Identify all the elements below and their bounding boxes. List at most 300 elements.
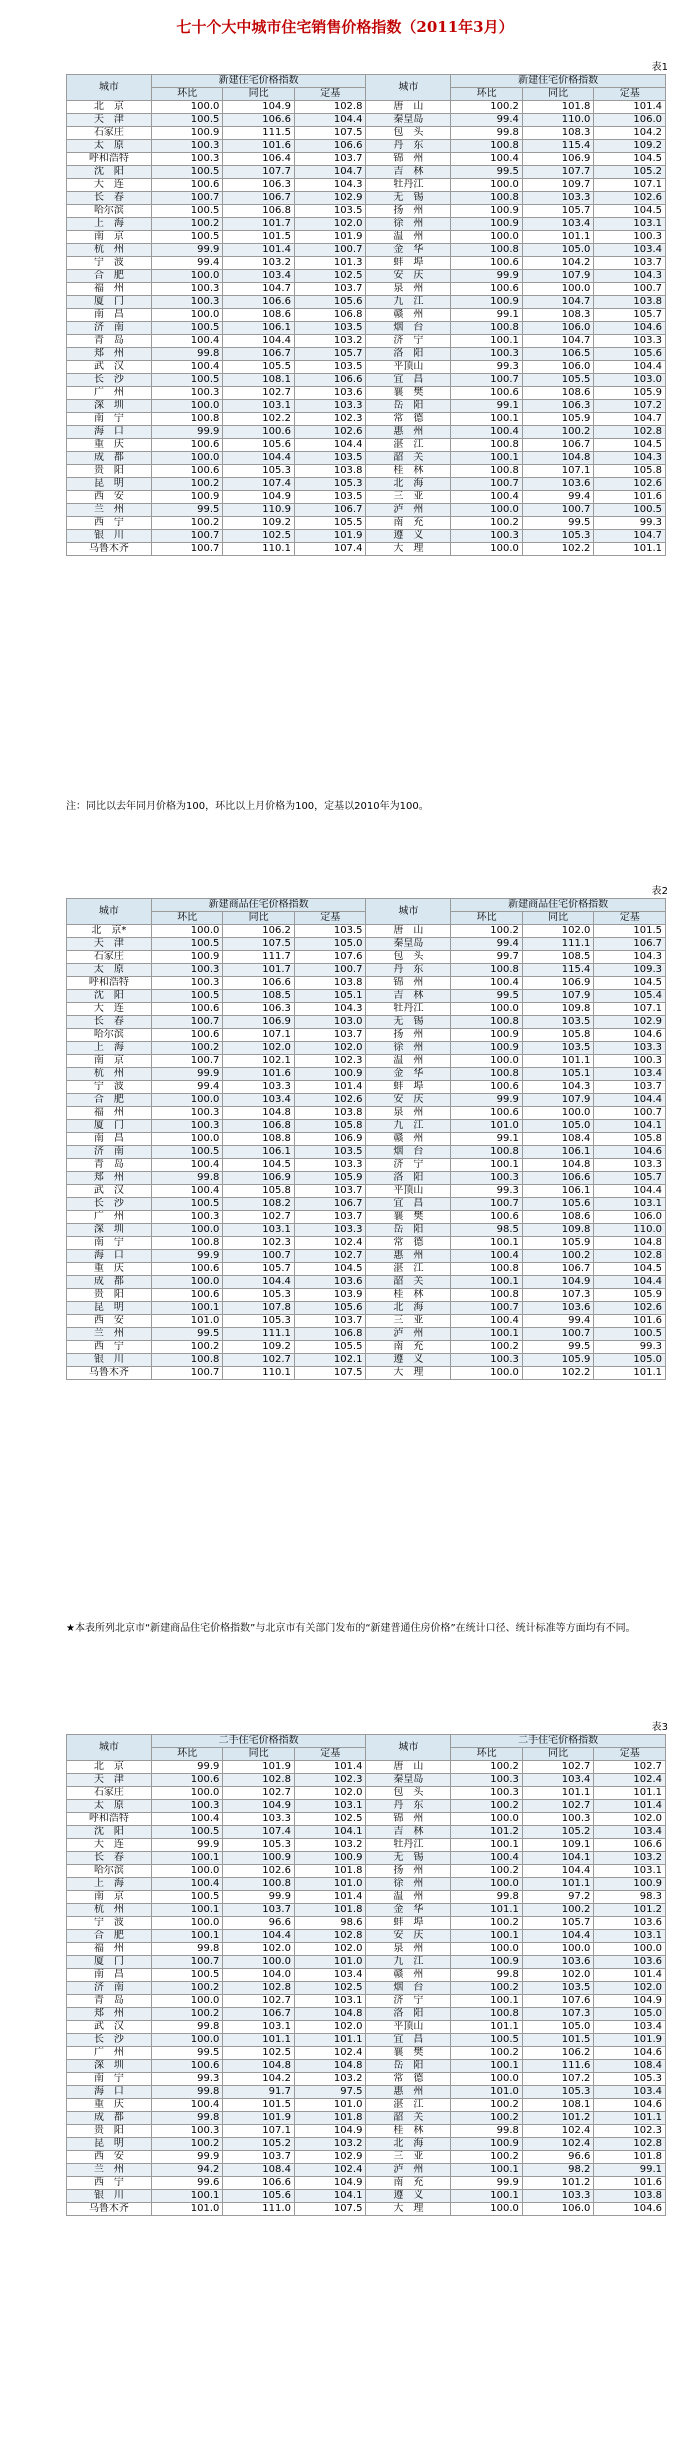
index-value: 100.2 bbox=[151, 1341, 223, 1354]
index-value: 100.2 bbox=[451, 2047, 523, 2060]
index-value: 104.6 bbox=[594, 2047, 666, 2060]
index-value: 106.5 bbox=[522, 348, 594, 361]
index-value: 102.3 bbox=[223, 1237, 295, 1250]
index-value: 100.8 bbox=[151, 1354, 223, 1367]
table-row bbox=[67, 1224, 666, 1237]
table-row bbox=[67, 1826, 666, 1839]
city-name: 南 宁 bbox=[67, 2073, 152, 2086]
index-value: 99.4 bbox=[522, 1315, 594, 1328]
index-value: 103.1 bbox=[594, 1198, 666, 1211]
table-row bbox=[67, 127, 666, 140]
city-name: 湛 江 bbox=[366, 2099, 451, 2112]
index-value: 99.3 bbox=[594, 1341, 666, 1354]
city-name: 三 亚 bbox=[366, 1315, 451, 1328]
city-name: 遵 义 bbox=[366, 530, 451, 543]
index-value: 108.3 bbox=[522, 309, 594, 322]
index-value: 100.0 bbox=[451, 1367, 523, 1380]
city-name: 九 江 bbox=[366, 296, 451, 309]
index-group-header: 新建住宅价格指数 bbox=[451, 75, 666, 88]
city-name: 扬 州 bbox=[366, 1029, 451, 1042]
table-row bbox=[67, 218, 666, 231]
index-value: 106.3 bbox=[223, 1003, 295, 1016]
index-value: 100.5 bbox=[151, 1826, 223, 1839]
table-row bbox=[67, 179, 666, 192]
city-name: 赣 州 bbox=[366, 309, 451, 322]
table-row bbox=[67, 283, 666, 296]
index-value: 104.9 bbox=[223, 1800, 295, 1813]
city-name: 青 岛 bbox=[67, 335, 152, 348]
index-value: 100.0 bbox=[522, 1107, 594, 1120]
index-value: 100.6 bbox=[151, 1029, 223, 1042]
index-value: 100.3 bbox=[522, 1813, 594, 1826]
index-column-header: 同比 bbox=[522, 912, 594, 925]
index-value: 100.7 bbox=[594, 283, 666, 296]
index-value: 99.9 bbox=[151, 1250, 223, 1263]
index-value: 102.6 bbox=[223, 1865, 295, 1878]
table-row bbox=[67, 1029, 666, 1042]
index-value: 103.2 bbox=[223, 257, 295, 270]
index-value: 107.5 bbox=[294, 2203, 366, 2216]
index-value: 100.8 bbox=[451, 1146, 523, 1159]
city-name: 长 沙 bbox=[67, 2034, 152, 2047]
index-column-header: 环比 bbox=[151, 912, 223, 925]
index-value: 100.1 bbox=[451, 2190, 523, 2203]
index-value: 108.4 bbox=[522, 1133, 594, 1146]
city-name: 重 庆 bbox=[67, 1263, 152, 1276]
index-value: 103.8 bbox=[294, 1107, 366, 1120]
index-value: 105.5 bbox=[522, 374, 594, 387]
city-name: 温 州 bbox=[366, 1891, 451, 1904]
table-row bbox=[67, 925, 666, 938]
table-note: 注：同比以去年同月价格为100，环比以上月价格为100，定基以2010年为100。 bbox=[66, 801, 429, 812]
index-value: 105.7 bbox=[594, 309, 666, 322]
city-name: 泸 州 bbox=[366, 504, 451, 517]
index-value: 99.5 bbox=[151, 2047, 223, 2060]
index-value: 100.0 bbox=[451, 1003, 523, 1016]
city-name: 宁 波 bbox=[67, 257, 152, 270]
table-row bbox=[67, 1133, 666, 1146]
index-value: 100.6 bbox=[151, 2060, 223, 2073]
table-row bbox=[67, 1042, 666, 1055]
index-value: 104.4 bbox=[522, 1930, 594, 1943]
index-column-header: 定基 bbox=[294, 912, 366, 925]
index-value: 102.3 bbox=[294, 1055, 366, 1068]
city-name: 广 州 bbox=[67, 1211, 152, 1224]
city-name: 丹 东 bbox=[366, 964, 451, 977]
city-name: 杭 州 bbox=[67, 1904, 152, 1917]
table-row bbox=[67, 192, 666, 205]
index-value: 107.1 bbox=[223, 2125, 295, 2138]
city-name: 南 昌 bbox=[67, 309, 152, 322]
index-value: 104.9 bbox=[294, 2177, 366, 2190]
city-name: 包 头 bbox=[366, 951, 451, 964]
index-value: 99.8 bbox=[151, 1172, 223, 1185]
index-value: 102.8 bbox=[594, 2138, 666, 2151]
table-row bbox=[67, 964, 666, 977]
index-value: 100.0 bbox=[151, 1787, 223, 1800]
city-name: 长 沙 bbox=[67, 374, 152, 387]
index-value: 106.0 bbox=[522, 322, 594, 335]
index-value: 99.6 bbox=[151, 2177, 223, 2190]
index-value: 106.6 bbox=[223, 296, 295, 309]
table-row bbox=[67, 244, 666, 257]
index-value: 108.6 bbox=[522, 1211, 594, 1224]
index-value: 100.5 bbox=[151, 990, 223, 1003]
index-value: 102.4 bbox=[594, 1774, 666, 1787]
index-value: 100.1 bbox=[451, 1328, 523, 1341]
index-value: 100.5 bbox=[151, 166, 223, 179]
table-label: 表3 bbox=[651, 1722, 668, 1733]
index-value: 104.9 bbox=[522, 1276, 594, 1289]
city-name: 南 京 bbox=[67, 1891, 152, 1904]
index-value: 99.4 bbox=[151, 1081, 223, 1094]
index-value: 100.8 bbox=[451, 1016, 523, 1029]
city-name: 惠 州 bbox=[366, 1250, 451, 1263]
index-value: 106.3 bbox=[522, 400, 594, 413]
index-value: 102.4 bbox=[294, 2047, 366, 2060]
city-name: 济 宁 bbox=[366, 1159, 451, 1172]
index-value: 100.4 bbox=[151, 2099, 223, 2112]
index-value: 100.7 bbox=[522, 1328, 594, 1341]
city-name: 天 津 bbox=[67, 114, 152, 127]
table-row bbox=[67, 413, 666, 426]
index-value: 100.3 bbox=[151, 1800, 223, 1813]
index-value: 106.7 bbox=[223, 192, 295, 205]
city-name: 烟 台 bbox=[366, 1982, 451, 1995]
index-value: 115.4 bbox=[522, 140, 594, 153]
index-value: 102.0 bbox=[294, 1943, 366, 1956]
index-value: 100.3 bbox=[594, 231, 666, 244]
city-name: 海 口 bbox=[67, 2086, 152, 2099]
index-value: 108.4 bbox=[594, 2060, 666, 2073]
table-row bbox=[67, 1878, 666, 1891]
index-column-header: 环比 bbox=[451, 1748, 523, 1761]
index-value: 100.1 bbox=[151, 1302, 223, 1315]
table-row bbox=[67, 1800, 666, 1813]
index-value: 105.3 bbox=[522, 2086, 594, 2099]
index-value: 100.7 bbox=[151, 1367, 223, 1380]
index-value: 104.3 bbox=[594, 951, 666, 964]
city-name: 济 南 bbox=[67, 1146, 152, 1159]
index-value: 100.0 bbox=[151, 270, 223, 283]
city-name: 成 都 bbox=[67, 1276, 152, 1289]
index-value: 108.4 bbox=[223, 2164, 295, 2177]
index-value: 97.2 bbox=[522, 1891, 594, 1904]
index-value: 104.1 bbox=[294, 2190, 366, 2203]
index-value: 100.2 bbox=[151, 2138, 223, 2151]
index-value: 101.8 bbox=[294, 1865, 366, 1878]
index-value: 102.7 bbox=[522, 1761, 594, 1774]
index-value: 101.4 bbox=[294, 1891, 366, 1904]
index-value: 100.9 bbox=[294, 1068, 366, 1081]
city-column-header: 城市 bbox=[67, 1735, 152, 1761]
index-value: 105.9 bbox=[522, 413, 594, 426]
index-value: 104.4 bbox=[223, 335, 295, 348]
header-row bbox=[67, 75, 666, 88]
index-value: 102.6 bbox=[294, 1094, 366, 1107]
index-value: 103.5 bbox=[522, 1042, 594, 1055]
index-value: 103.8 bbox=[594, 296, 666, 309]
index-value: 100.3 bbox=[151, 153, 223, 166]
index-value: 103.2 bbox=[294, 2138, 366, 2151]
table-label: 表2 bbox=[651, 886, 668, 897]
index-value: 103.4 bbox=[294, 1969, 366, 1982]
index-value: 103.1 bbox=[594, 218, 666, 231]
index-value: 111.7 bbox=[223, 951, 295, 964]
table-row bbox=[67, 1839, 666, 1852]
index-value: 104.7 bbox=[594, 530, 666, 543]
index-value: 100.6 bbox=[451, 283, 523, 296]
city-name: 哈尔滨 bbox=[67, 1029, 152, 1042]
index-value: 100.2 bbox=[451, 1865, 523, 1878]
table-row bbox=[67, 1120, 666, 1133]
index-value: 103.5 bbox=[294, 452, 366, 465]
index-value: 101.1 bbox=[594, 543, 666, 556]
table-row bbox=[67, 1982, 666, 1995]
index-value: 100.7 bbox=[151, 1016, 223, 1029]
index-value: 103.3 bbox=[294, 1224, 366, 1237]
index-value: 100.1 bbox=[151, 2190, 223, 2203]
city-name: 济 南 bbox=[67, 322, 152, 335]
index-value: 105.8 bbox=[223, 1185, 295, 1198]
index-value: 103.0 bbox=[594, 374, 666, 387]
index-value: 105.8 bbox=[594, 1133, 666, 1146]
index-value: 104.6 bbox=[594, 2203, 666, 2216]
index-value: 100.0 bbox=[451, 1878, 523, 1891]
index-value: 100.0 bbox=[151, 101, 223, 114]
city-name: 天 津 bbox=[67, 938, 152, 951]
table-row bbox=[67, 1774, 666, 1787]
index-value: 105.8 bbox=[522, 1029, 594, 1042]
index-value: 99.8 bbox=[451, 1891, 523, 1904]
table-row bbox=[67, 2034, 666, 2047]
index-value: 111.5 bbox=[223, 127, 295, 140]
city-name: 重 庆 bbox=[67, 2099, 152, 2112]
index-value: 100.1 bbox=[451, 2164, 523, 2177]
index-value: 106.7 bbox=[594, 938, 666, 951]
city-name: 牡丹江 bbox=[366, 179, 451, 192]
table-row bbox=[67, 1852, 666, 1865]
index-value: 91.7 bbox=[223, 2086, 295, 2099]
index-value: 100.9 bbox=[223, 1852, 295, 1865]
index-value: 100.5 bbox=[594, 1328, 666, 1341]
table-row bbox=[67, 1276, 666, 1289]
city-name: 银 川 bbox=[67, 530, 152, 543]
index-value: 103.3 bbox=[594, 1042, 666, 1055]
city-name: 兰 州 bbox=[67, 504, 152, 517]
index-value: 100.6 bbox=[151, 465, 223, 478]
index-value: 106.9 bbox=[522, 153, 594, 166]
index-value: 101.5 bbox=[594, 925, 666, 938]
index-value: 104.4 bbox=[594, 361, 666, 374]
index-value: 100.7 bbox=[451, 1198, 523, 1211]
index-value: 105.8 bbox=[294, 1120, 366, 1133]
index-value: 104.9 bbox=[294, 2125, 366, 2138]
city-name: 岳 阳 bbox=[366, 1224, 451, 1237]
index-value: 104.7 bbox=[223, 283, 295, 296]
table-row bbox=[67, 2138, 666, 2151]
city-name: 大 理 bbox=[366, 2203, 451, 2216]
index-value: 100.0 bbox=[151, 1133, 223, 1146]
table-row bbox=[67, 1003, 666, 1016]
city-name: 丹 东 bbox=[366, 1800, 451, 1813]
index-value: 102.5 bbox=[223, 2047, 295, 2060]
index-value: 104.1 bbox=[294, 1826, 366, 1839]
city-name: 唐 山 bbox=[366, 101, 451, 114]
city-name: 南 充 bbox=[366, 2177, 451, 2190]
index-value: 100.7 bbox=[451, 1302, 523, 1315]
city-name: 徐 州 bbox=[366, 1042, 451, 1055]
index-value: 102.3 bbox=[594, 2125, 666, 2138]
index-value: 101.4 bbox=[594, 1800, 666, 1813]
index-value: 110.0 bbox=[522, 114, 594, 127]
index-value: 101.1 bbox=[522, 1055, 594, 1068]
index-value: 100.1 bbox=[451, 1930, 523, 1943]
index-value: 103.7 bbox=[594, 1081, 666, 1094]
index-value: 99.4 bbox=[451, 938, 523, 951]
index-value: 100.5 bbox=[151, 1891, 223, 1904]
index-value: 107.9 bbox=[522, 270, 594, 283]
index-value: 108.2 bbox=[223, 1198, 295, 1211]
index-value: 100.5 bbox=[151, 322, 223, 335]
index-value: 107.4 bbox=[294, 543, 366, 556]
index-value: 108.1 bbox=[223, 374, 295, 387]
index-value: 109.1 bbox=[522, 1839, 594, 1852]
city-name: 西 安 bbox=[67, 2151, 152, 2164]
index-value: 108.8 bbox=[223, 1133, 295, 1146]
index-value: 99.8 bbox=[451, 1969, 523, 1982]
table-row bbox=[67, 270, 666, 283]
city-name: 郑 州 bbox=[67, 2008, 152, 2021]
table-row bbox=[67, 1969, 666, 1982]
table-row bbox=[67, 101, 666, 114]
city-name: 洛 阳 bbox=[366, 348, 451, 361]
index-value: 100.8 bbox=[451, 2008, 523, 2021]
city-name: 上 海 bbox=[67, 1042, 152, 1055]
index-value: 100.4 bbox=[451, 1852, 523, 1865]
index-column-header: 同比 bbox=[223, 912, 295, 925]
index-value: 100.7 bbox=[294, 964, 366, 977]
city-name: 长 春 bbox=[67, 1016, 152, 1029]
city-name: 贵 阳 bbox=[67, 1289, 152, 1302]
index-value: 106.4 bbox=[223, 153, 295, 166]
index-value: 100.0 bbox=[151, 2034, 223, 2047]
index-value: 107.6 bbox=[522, 1995, 594, 2008]
index-value: 101.1 bbox=[451, 1904, 523, 1917]
table-row bbox=[67, 2112, 666, 2125]
index-value: 100.0 bbox=[451, 2073, 523, 2086]
index-value: 101.1 bbox=[594, 2112, 666, 2125]
city-name: 宜 昌 bbox=[366, 2034, 451, 2047]
city-name: 惠 州 bbox=[366, 2086, 451, 2099]
index-value: 100.3 bbox=[451, 1787, 523, 1800]
city-column-header: 城市 bbox=[366, 899, 451, 925]
index-value: 101.2 bbox=[522, 2112, 594, 2125]
index-value: 99.5 bbox=[451, 166, 523, 179]
city-name: 昆 明 bbox=[67, 2138, 152, 2151]
index-value: 100.4 bbox=[151, 1159, 223, 1172]
index-value: 100.9 bbox=[451, 218, 523, 231]
table-row bbox=[67, 140, 666, 153]
index-value: 100.8 bbox=[451, 140, 523, 153]
index-value: 103.5 bbox=[294, 205, 366, 218]
index-value: 105.4 bbox=[594, 990, 666, 1003]
index-value: 100.6 bbox=[451, 1081, 523, 1094]
index-value: 102.0 bbox=[522, 925, 594, 938]
city-name: 长 沙 bbox=[67, 1198, 152, 1211]
city-name: 大 理 bbox=[366, 543, 451, 556]
index-value: 100.6 bbox=[451, 387, 523, 400]
index-value: 106.2 bbox=[223, 925, 295, 938]
index-value: 100.9 bbox=[151, 951, 223, 964]
index-value: 100.3 bbox=[151, 140, 223, 153]
index-value: 107.1 bbox=[594, 1003, 666, 1016]
index-value: 99.8 bbox=[151, 2086, 223, 2099]
index-value: 102.6 bbox=[594, 192, 666, 205]
city-name: 重 庆 bbox=[67, 439, 152, 452]
index-value: 99.1 bbox=[451, 309, 523, 322]
city-name: 银 川 bbox=[67, 2190, 152, 2203]
index-value: 101.1 bbox=[223, 2034, 295, 2047]
city-name: 郑 州 bbox=[67, 1172, 152, 1185]
city-name: 厦 门 bbox=[67, 1120, 152, 1133]
index-value: 100.5 bbox=[451, 2034, 523, 2047]
city-name: 厦 门 bbox=[67, 296, 152, 309]
index-value: 102.0 bbox=[223, 1042, 295, 1055]
index-value: 103.4 bbox=[223, 270, 295, 283]
index-value: 106.1 bbox=[223, 1146, 295, 1159]
city-name: 泸 州 bbox=[366, 2164, 451, 2177]
index-value: 99.3 bbox=[451, 361, 523, 374]
table-row bbox=[67, 1250, 666, 1263]
index-value: 101.8 bbox=[294, 1904, 366, 1917]
index-value: 100.4 bbox=[451, 977, 523, 990]
index-value: 105.6 bbox=[294, 1302, 366, 1315]
city-name: 乌鲁木齐 bbox=[67, 543, 152, 556]
index-value: 100.0 bbox=[451, 1943, 523, 1956]
index-value: 101.6 bbox=[223, 1068, 295, 1081]
table-row bbox=[67, 426, 666, 439]
index-value: 103.5 bbox=[294, 322, 366, 335]
index-value: 99.1 bbox=[451, 1133, 523, 1146]
index-value: 101.9 bbox=[294, 231, 366, 244]
city-name: 牡丹江 bbox=[366, 1003, 451, 1016]
index-value: 102.4 bbox=[294, 1237, 366, 1250]
index-value: 107.4 bbox=[223, 478, 295, 491]
index-value: 100.0 bbox=[223, 1956, 295, 1969]
index-value: 104.9 bbox=[223, 101, 295, 114]
city-name: 太 原 bbox=[67, 964, 152, 977]
table-row bbox=[67, 2151, 666, 2164]
index-value: 101.1 bbox=[522, 231, 594, 244]
index-value: 106.7 bbox=[223, 348, 295, 361]
index-value: 100.1 bbox=[451, 1995, 523, 2008]
index-value: 99.1 bbox=[451, 400, 523, 413]
city-name: 金 华 bbox=[366, 244, 451, 257]
index-value: 109.3 bbox=[594, 964, 666, 977]
index-value: 101.4 bbox=[223, 244, 295, 257]
city-name: 北 海 bbox=[366, 2138, 451, 2151]
table-row bbox=[67, 322, 666, 335]
table-row bbox=[67, 1172, 666, 1185]
index-value: 106.7 bbox=[294, 504, 366, 517]
city-name: 湛 江 bbox=[366, 439, 451, 452]
index-value: 100.0 bbox=[451, 543, 523, 556]
city-name: 贵 阳 bbox=[67, 465, 152, 478]
index-value: 103.3 bbox=[223, 1813, 295, 1826]
index-value: 102.6 bbox=[594, 1302, 666, 1315]
table-row bbox=[67, 1341, 666, 1354]
